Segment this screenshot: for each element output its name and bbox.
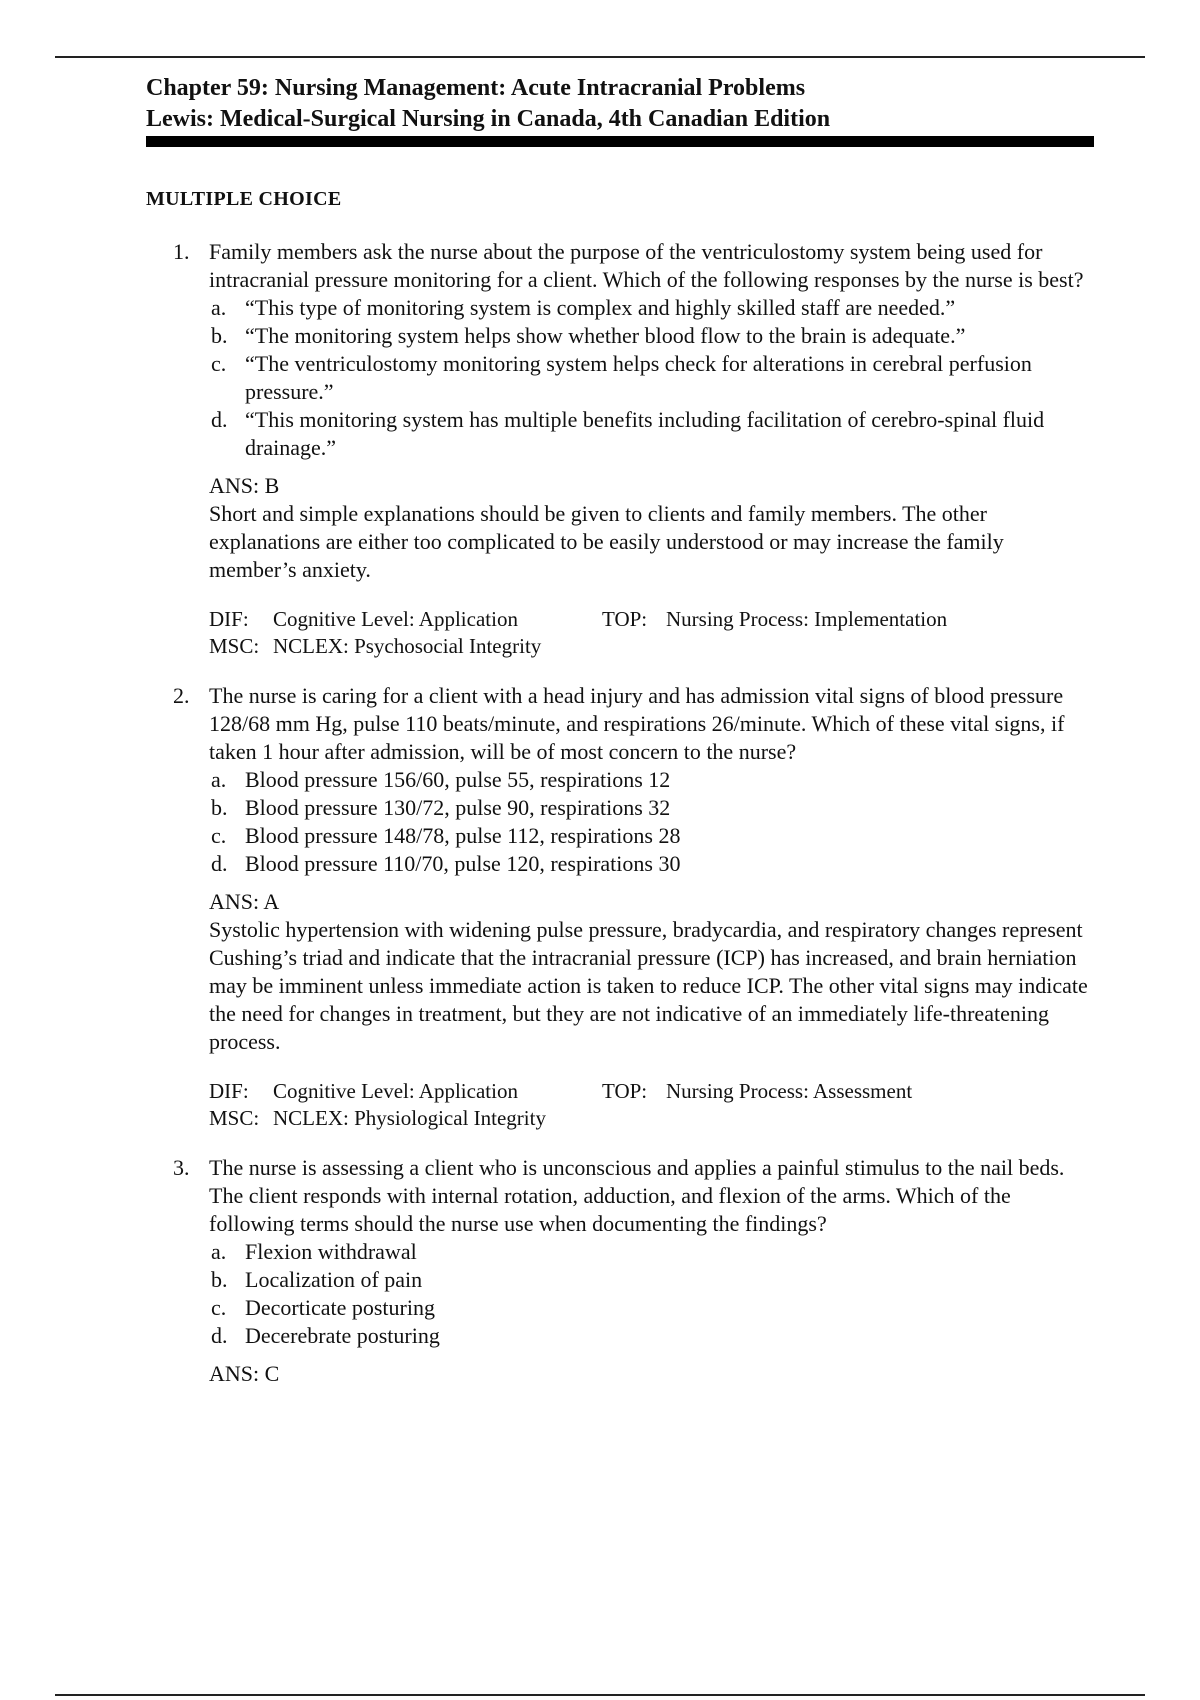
question-stem: Family members ask the nurse about the purpose of the ventriculostomy system being used for intracranial pressure monitoring for a client. Which of the following responses by the nurse is best? (209, 239, 1084, 292)
chapter-title: Chapter 59: Nursing Management: Acute Intracranial Problems (146, 75, 806, 101)
option-letter: d. (211, 851, 228, 876)
option-c (209, 1294, 1096, 1322)
question-stem: The nurse is caring for a client with a head injury and has admission vital signs of blood pressure 128/68 mm Hg, pulse 110 beats/minute, and respirations 26/minute. Which of these vital signs, if taken 1 hour after admission, will be of most concern to the nurse? (209, 683, 1065, 764)
option-letter: c. (211, 351, 227, 376)
question-list (146, 238, 1096, 1388)
question-2 (146, 682, 1096, 1154)
option-letter: a. (211, 295, 227, 320)
question-number: 3. (173, 1155, 190, 1180)
question-stem: The nurse is assessing a client who is unconscious and applies a painful stimulus to the nail beds. The client responds with internal rotation, adduction, and flexion of the arms. Which of the following terms should the nurse use when documenting the findings? (209, 1155, 1065, 1236)
question-number: 2. (173, 683, 190, 708)
top-rule (55, 56, 1145, 58)
question-metadata (209, 606, 1096, 660)
question-3 (146, 1154, 1096, 1388)
option-text: Flexion withdrawal (245, 1239, 417, 1264)
bottom-rule (55, 1694, 1145, 1696)
option-a (209, 294, 1096, 322)
option-letter: c. (211, 823, 227, 848)
option-text: Decorticate posturing (245, 1295, 435, 1320)
rationale: Short and simple explanations should be given to clients and family members. The other explanations are either too complicated to be easily understood or may increase the family member’s anxiety. (209, 501, 1004, 582)
option-text: Blood pressure 148/78, pulse 112, respirations 28 (245, 823, 681, 848)
option-letter: b. (211, 795, 228, 820)
book-title: Lewis: Medical-Surgical Nursing in Canada, 4th Canadian Edition (146, 106, 831, 132)
option-a (209, 1238, 1096, 1266)
option-text: Blood pressure 156/60, pulse 55, respirations 12 (245, 767, 671, 792)
question-number: 1. (173, 239, 190, 264)
option-b (209, 322, 1096, 350)
option-c (209, 822, 1096, 850)
option-text: Localization of pain (245, 1267, 423, 1292)
option-text: “The ventriculostomy monitoring system helps check for alterations in cerebral perfusion pressure.” (245, 351, 1032, 404)
option-b (209, 794, 1096, 822)
top-label: TOP: (602, 1079, 648, 1103)
rationale: Systolic hypertension with widening pulse pressure, bradycardia, and respiratory changes represent Cushing’s triad and indicate that the intracranial pressure (ICP) has increased, and brain herniation may be imminent unless immediate action is taken to reduce ICP. The other vital signs may indicate the need for changes in treatment, but they are not indicative of an immediately life-threatening process. (209, 917, 1088, 1054)
option-letter: d. (211, 1323, 228, 1348)
option-b (209, 1266, 1096, 1294)
option-letter: d. (211, 407, 228, 432)
dif-label: DIF: (209, 607, 249, 631)
option-letter: a. (211, 767, 227, 792)
option-c (209, 350, 1096, 406)
option-d (209, 850, 1096, 878)
option-text: “The monitoring system helps show whether blood flow to the brain is adequate.” (245, 323, 966, 348)
top-value: Nursing Process: Assessment (666, 1079, 913, 1103)
option-list (209, 766, 1096, 878)
option-d (209, 1322, 1096, 1350)
answer-key: ANS: B (209, 473, 280, 498)
section-title: MULTIPLE CHOICE (146, 188, 342, 210)
top-value: Nursing Process: Implementation (666, 607, 948, 631)
answer-key: ANS: C (209, 1361, 280, 1386)
option-letter: b. (211, 1267, 228, 1292)
option-letter: c. (211, 1295, 227, 1320)
answer-key: ANS: A (209, 889, 280, 914)
option-text: “This type of monitoring system is complex and highly skilled staff are needed.” (245, 295, 956, 320)
option-list (209, 294, 1096, 462)
option-letter: b. (211, 323, 228, 348)
dif-value: Cognitive Level: Application (273, 607, 518, 631)
msc-label: MSC: (209, 1106, 260, 1130)
msc-value: NCLEX: Psychosocial Integrity (273, 634, 542, 658)
option-d (209, 406, 1096, 462)
option-list (209, 1238, 1096, 1350)
question-metadata (209, 1078, 1096, 1132)
msc-value: NCLEX: Physiological Integrity (273, 1106, 546, 1130)
top-label: TOP: (602, 607, 648, 631)
option-letter: a. (211, 1239, 227, 1264)
document-header (146, 73, 1096, 135)
question-1 (146, 238, 1096, 682)
option-a (209, 766, 1096, 794)
dif-label: DIF: (209, 1079, 249, 1103)
dif-value: Cognitive Level: Application (273, 1079, 518, 1103)
option-text: “This monitoring system has multiple benefits including facilitation of cerebro-spinal fluid drainage.” (245, 407, 1045, 460)
header-bar (146, 136, 1094, 147)
msc-label: MSC: (209, 634, 260, 658)
option-text: Decerebrate posturing (245, 1323, 440, 1348)
option-text: Blood pressure 130/72, pulse 90, respirations 32 (245, 795, 671, 820)
option-text: Blood pressure 110/70, pulse 120, respirations 30 (245, 851, 681, 876)
